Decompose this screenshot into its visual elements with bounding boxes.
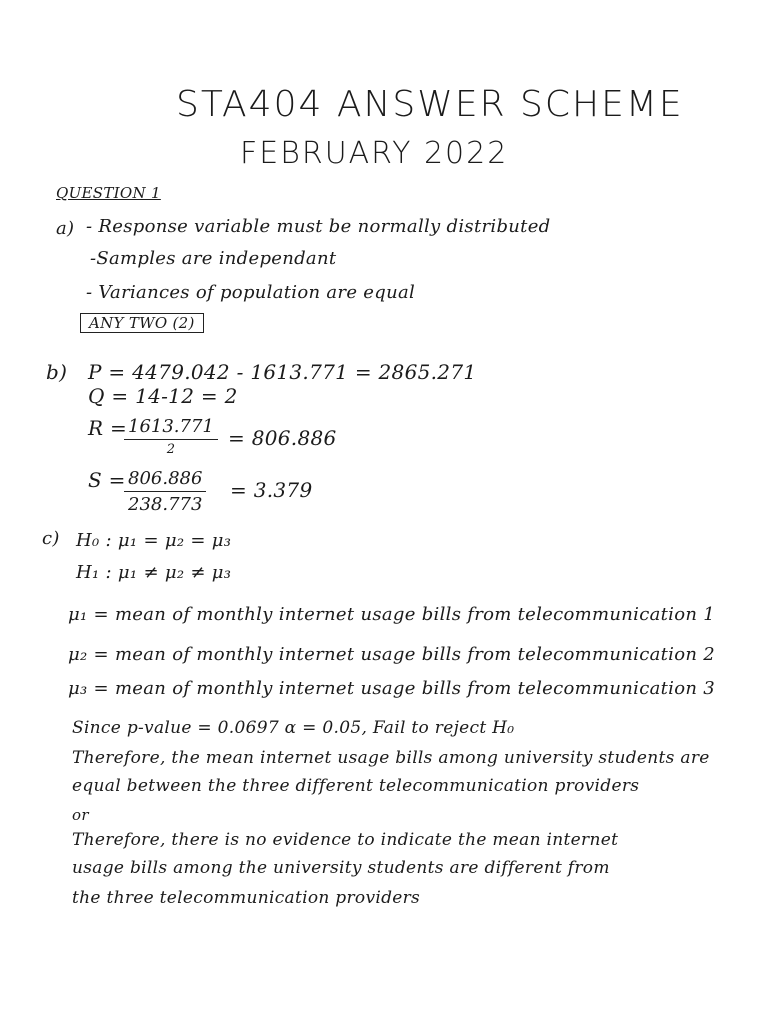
r-fraction <box>124 416 218 457</box>
title-line-2: FEBRUARY 2022 <box>240 136 509 171</box>
r-denominator: 2 <box>166 442 176 457</box>
part-b-label: b) <box>46 360 68 384</box>
r-lhs: R = <box>88 416 128 440</box>
part-c-label: c) <box>42 528 60 549</box>
r-fraction-bar <box>124 439 218 440</box>
s-result: = 3.379 <box>230 478 313 502</box>
conclusion-line-5: Therefore, there is no evidence to indicate the mean internet <box>72 830 619 850</box>
conclusion-or: or <box>72 806 89 824</box>
mu-definition-1: μ₁ = mean of monthly internet usage bills from telecommunication 1 <box>68 604 716 625</box>
conclusion-line-7: the three telecommunication providers <box>72 888 421 908</box>
s-numerator: 806.886 <box>128 468 203 489</box>
alternative-hypothesis: H₁ : μ₁ ≠ μ₂ ≠ μ₃ <box>76 562 232 583</box>
s-denominator: 238.773 <box>128 494 203 515</box>
s-fraction-bar <box>124 491 206 492</box>
part-a-item-1: - Response variable must be normally distributed <box>86 216 551 237</box>
s-lhs: S = <box>88 468 126 492</box>
part-a-item-3: - Variances of population are equal <box>86 282 416 303</box>
part-a-item-2: -Samples are independant <box>90 248 337 269</box>
conclusion-line-1: Since p-value = 0.0697 α = 0.05, Fail to reject H₀ <box>72 718 515 738</box>
q-calculation: Q = 14-12 = 2 <box>88 384 238 408</box>
title-line-1: STA404 ANSWER SCHEME <box>176 84 684 125</box>
r-result: = 806.886 <box>228 426 337 450</box>
conclusion-line-2: Therefore, the mean internet usage bills among university students are <box>72 748 710 768</box>
question-label: QUESTION 1 <box>56 184 161 202</box>
r-numerator: 1613.771 <box>128 416 214 437</box>
mu-definition-3: μ₃ = mean of monthly internet usage bills from telecommunication 3 <box>68 678 716 699</box>
null-hypothesis: H₀ : μ₁ = μ₂ = μ₃ <box>76 530 232 551</box>
part-a-label: a) <box>56 218 75 239</box>
p-calculation: P = 4479.042 - 1613.771 = 2865.271 <box>88 360 477 384</box>
any-two-note: ANY TWO (2) <box>80 313 204 333</box>
mu-definition-2: μ₂ = mean of monthly internet usage bills from telecommunication 2 <box>68 644 716 665</box>
conclusion-line-6: usage bills among the university students are different from <box>72 858 610 878</box>
conclusion-line-3: equal between the three different telecommunication providers <box>72 776 640 796</box>
s-fraction <box>124 468 206 515</box>
